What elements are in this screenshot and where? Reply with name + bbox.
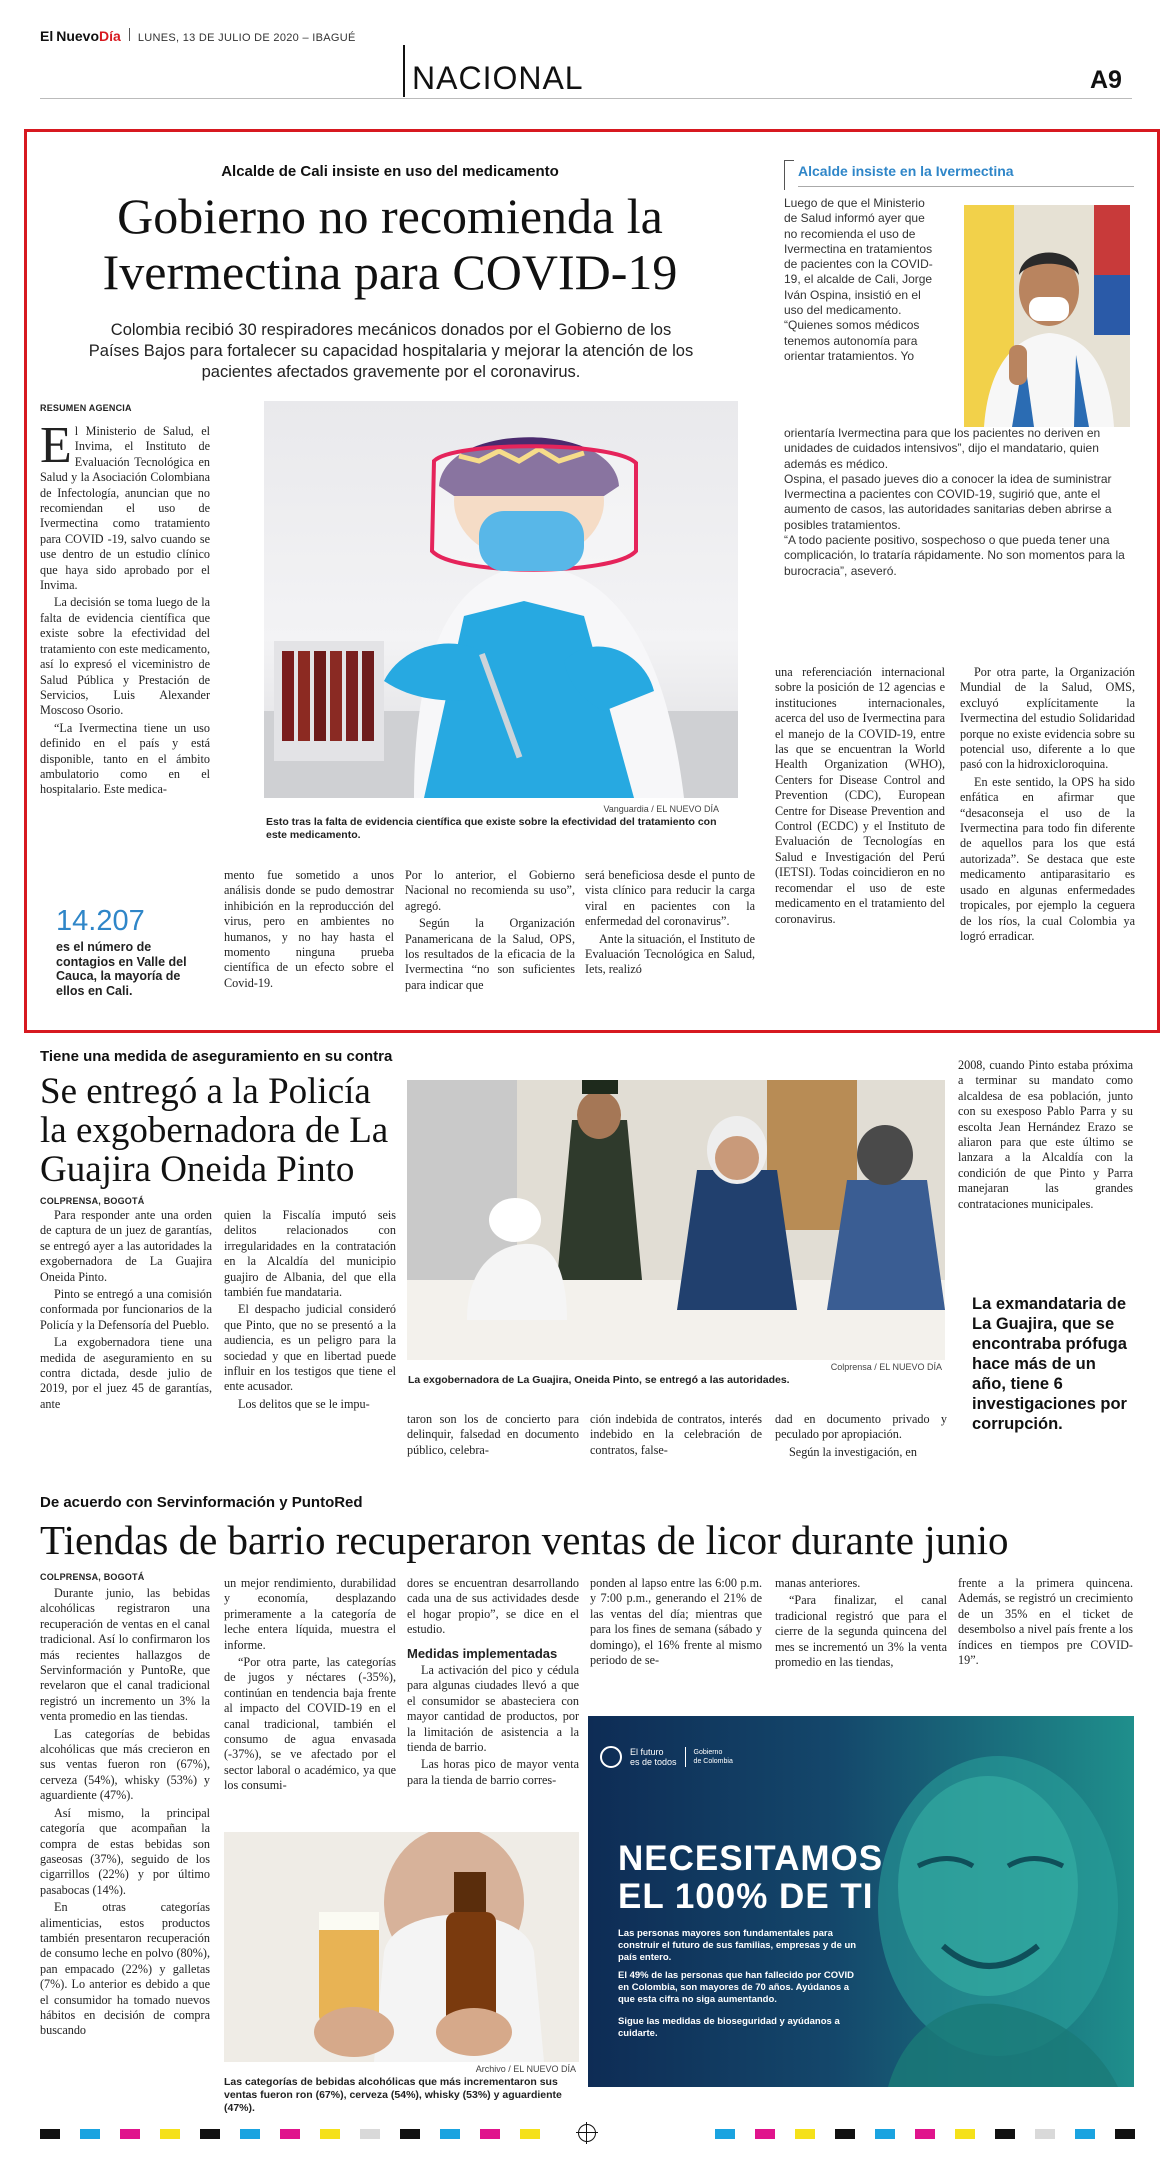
lab-photo xyxy=(264,401,738,798)
ad-logo-divider xyxy=(685,1747,686,1767)
article3-column5 xyxy=(775,1576,947,1670)
article1-byline: RESUMEN AGENCIA xyxy=(40,403,132,413)
mayor-photo xyxy=(964,205,1130,427)
section-name: NACIONAL xyxy=(412,60,584,96)
article3-photo-credit: Archivo / EL NUEVO DÍA xyxy=(475,2064,576,2074)
article2-col1-p2: Pinto se entregó a una comisión conformada por funcionarios de la Policía y la Defensoría del Pueblo. xyxy=(40,1287,212,1332)
ad-headline-1: NECESITAMOS xyxy=(618,1839,884,1878)
article2-column5 xyxy=(775,1412,947,1460)
article2-col1-p1: Para responder ante una orden de captura de un juez de garantías, se entregó ayer a las autoridades la exgobernadora de La Guajira Oneida Pinto. xyxy=(40,1208,212,1284)
header-underline xyxy=(40,98,1132,99)
dropcap: E xyxy=(40,417,72,474)
registration-bar-left xyxy=(40,2129,540,2139)
lab-illustration xyxy=(264,401,738,798)
elderly-woman-illustration xyxy=(848,1716,1134,2087)
article2-column1 xyxy=(40,1208,212,1412)
registration-bar-right xyxy=(715,2129,1135,2139)
article2-col3-p1: taron son los de concierto para delinquir, falsedad en documento público, celebra- xyxy=(407,1412,579,1457)
article2-col2-p2: El despacho judicial consideró que Pinto, que no se presentó a la audiencia, es un peligro para la sociedad y que en libertad puede influir en los testigos que tiene el ente acusador. xyxy=(224,1302,396,1394)
article3-column4 xyxy=(590,1576,762,1668)
sidebar-bracket xyxy=(784,160,794,190)
article1-col4-p1: será beneficiosa desde el punto de vista clínico para reducir la carga viral en pacientes con la enfermedad del coronavirus”. xyxy=(585,868,755,929)
article3-col1-p4: En otras categorías alimenticias, estos productos también presentaron recuperación de consumo leche en polvo (80%), pan empacado (22%) y galletas (7%). Lo anterior es debido a que el consumidor ha tomado nuevos hábitos en decisión de compra buscando xyxy=(40,1900,210,2038)
article3-col1-p1: Durante junio, las bebidas alcohólicas registraron una recuperación de ventas en el canal tradicional. Así lo confirmaron los más recientes hallazgos de Servinformación y PuntoRe, que revelaron que el canal tradicional registró un incremento un 3% la venta promedio en las tiendas. xyxy=(40,1586,210,1724)
article1-col3-p2: Según la Organización Panamericana de la Salud, OPS, los resultados de la eficacia de la Ivermectina “no son suficientes para indicar que xyxy=(405,916,575,992)
header-date: LUNES, 13 DE JULIO DE 2020 – IBAGUÉ xyxy=(137,32,356,44)
article2-col5-p2: Según la investigación, en xyxy=(789,1444,917,1459)
logo-el: El xyxy=(40,28,54,44)
beer-illustration xyxy=(224,1832,579,2062)
article1-photo-caption: Esto tras la falta de evidencia científica que existe sobre la efectividad del tratamiento con este medicamento. xyxy=(266,816,717,841)
article1-col1-p2: La decisión se toma luego de la falta de evidencia científica que existe sobre la efectividad del tratamiento con este medicamento, así lo expresó el viceministro de Salud Pública y Prestación de Servicios, Luis Alexander Moscoso Osorio. xyxy=(40,595,210,718)
article3-column6 xyxy=(958,1576,1133,1668)
ad-gov-line1: Gobierno xyxy=(693,1749,723,1756)
ad-logo-line1: El futuro xyxy=(630,1747,664,1757)
article1-column6 xyxy=(960,665,1135,944)
article3-col1-p2: Las categorías de bebidas alcohólicas que más crecieron en sus ventas fueron ron (67%), cerveza (54%), whisky (53%) y aguardiente (47%). xyxy=(40,1726,210,1803)
article2-kicker: Tiene una medida de aseguramiento en su contra xyxy=(40,1048,393,1065)
article3-column2 xyxy=(224,1576,396,1794)
section-rule xyxy=(403,45,405,97)
article1-col6-p1: Por otra parte, la Organización Mundial de la Salud, OMS, excluyó explícitamente la Ivermectina del estudio Solidaridad porque no existe evidencia sobre su potencial uso, diferente a lo que pasó con la hidroxicloroquina. xyxy=(960,665,1135,772)
page-number: A9 xyxy=(1090,66,1122,94)
article1-column5 xyxy=(775,665,945,927)
article2-column2 xyxy=(224,1208,396,1412)
article2-col5-p1: dad en documento privado y peculado por apropiación. xyxy=(775,1412,947,1442)
article1-col1-p1: l Ministerio de Salud, el Invima, el Instituto de Evaluación Tecnológica en Salud y la Asociación Colombiana de Infectología, anuncian que no recomiendan el uso de Ivermectina como tratamiento para COVID -19, salvo cuando se use dentro de un estudio clínico que haya sido aprobado por el Invima. xyxy=(40,424,210,593)
article3-col6-p1: frente a la primera quincena. Además, se registró un crecimiento de un 35% en el ticket de desembolso a nivel país frente a los índices en tiempos pre COVID-19”. xyxy=(958,1576,1133,1668)
sidebar-text-full xyxy=(784,426,1134,579)
article1-headline: Gobierno no recomienda la Ivermectina para COVID-19 xyxy=(102,188,678,300)
sidebar-p1: orientaría Ivermectina para que los pacientes no deriven en unidades de cuidados intensivos”, dijo el mandatario, quien además es médico. xyxy=(784,426,1101,471)
logo-dia: Día xyxy=(99,28,121,44)
sidebar-intro: Luego de que el Ministerio de Salud informó ayer que no recomienda el uso de Ivermectina en tratamientos de pacientes con la COVID-19, el alcalde de Cali, Jorge Iván Ospina, insistió en el uso del medicamento. xyxy=(784,196,933,318)
covid-ad xyxy=(588,1716,1134,2087)
colombia-seal-icon xyxy=(600,1746,622,1768)
article2-column3 xyxy=(407,1412,579,1458)
ad-logo-line2: es de todos xyxy=(630,1757,677,1767)
article1-col5-p1: una referenciación internacional sobre la posición de 12 agencias e instituciones internacionales, acerca del uso de Ivermectina para el manejo de la COVID-19, entre las que se encuentran la World Health Organization (WHO), Centers for Disease Control and Prevention (CDC), European Centre for Disease Prevention and Control (ECDC) y el Instituto de Evaluación de Tecnologías en Salud e Investigación del Perú (IETSI). Todas coincidieron en no recomendar el uso de este medicamento en el tratamiento del coronavirus. xyxy=(775,665,945,926)
article1-column3 xyxy=(405,868,575,993)
article1-photo-credit: Vanguardia / EL NUEVO DÍA xyxy=(603,804,719,814)
article3-col4-p1: ponden al lapso entre las 6:00 p.m. y 7:00 p.m., generando el 21% de las ventas del día; mientras que para los fines de semana (sábado y domingo), el 16% frente al mismo periodo de se- xyxy=(590,1576,762,1668)
beer-photo xyxy=(224,1832,579,2062)
article3-col3-p1: dores se encuentran desarrollando cada una de sus actividades desde el hogar propio”, se dice en el estudio. xyxy=(407,1576,579,1637)
article1-col6-p2: En este sentido, la OPS ha sido enfática en afirmar que “desaconseja el uso de la Ivermectina para todo fin diferente de aquellos para los que está autorizada”. Se destaca que este medicamento antiparasitario es usado en algunas enfermedades tropicales, por ejemplo la ceguera de los ríos, la cual Colombia ya logró erradicar. xyxy=(960,774,1135,943)
sidebar-title-rule xyxy=(798,186,1134,187)
article1-col1-p3: “La Ivermectina tiene un uso definido en el país y está disponible, tanto en el ámbito ambulatorio como en el hospitalario. Este medica- xyxy=(40,720,210,797)
logo-nuevo: Nuevo xyxy=(56,28,100,44)
sidebar-text-top xyxy=(784,196,934,364)
stat-number: 14.207 xyxy=(56,905,145,937)
article3-col5-p1: manas anteriores. xyxy=(775,1576,861,1590)
sidebar-title: Alcalde insiste en la Ivermectina xyxy=(798,163,1014,179)
article2-col4-p1: ción indebida de contratos, interés indebido en la celebración de contratos, false- xyxy=(590,1412,762,1457)
stat-text: es el número de contagios en Valle del Cauca, la mayoría de ellos en Cali. xyxy=(56,940,187,998)
article3-col1-p3: Así mismo, la principal categoría que acompañan la compra de estas bebidas son gaseosas (37%), seguido de los cigarrillos (22%) y por último pasabocas (14%). xyxy=(40,1805,210,1897)
article2-col1-p3: La exgobernadora tiene una medida de aseguramiento en su contra dictada, desde julio de 2019, por el juez 45 de garantías, ante xyxy=(40,1335,212,1411)
article3-col3-p3: Las horas pico de mayor venta para la tienda de barrio corres- xyxy=(407,1757,579,1787)
article2-photo-caption: La exgobernadora de La Guajira, Oneida Pinto, se entregó a las autoridades. xyxy=(408,1374,790,1386)
article3-kicker: De acuerdo con Servinformación y PuntoRed xyxy=(40,1494,363,1511)
article2-headline: Se entregó a la Policía la exgobernadora de La Guajira Oneida Pinto xyxy=(40,1071,389,1190)
ad-logo-text xyxy=(630,1747,677,1767)
article3-byline: COLPRENSA, BOGOTÁ xyxy=(40,1572,145,1582)
ad-logo-block xyxy=(600,1746,733,1768)
article3-col3-p2: La activación del pico y cédula para algunas ciudades llevó a que el consumidor se abasteciera con mayor cantidad de productos, por la limitación de asistencia a la tienda de barrio. xyxy=(407,1663,579,1755)
article1-col2-p1: mento fue sometido a unos análisis donde se pudo demostrar inhibición en la reproducción del virus, pero en ambientes no humanos, y no hay hasta el momento ninguna prueba científica de un efecto sobre el Covid-19. xyxy=(224,868,394,990)
ad-headline-2: EL 100% DE TI xyxy=(618,1877,874,1916)
article1-col4-p2: Ante la situación, el Instituto de Evaluación Tecnológica en Salud, Iets, realizó xyxy=(585,931,755,977)
article3-column1 xyxy=(40,1586,210,2039)
sidebar-p2: Ospina, el pasado jueves dio a conocer la idea de suministrar Ivermectina a pacientes con COVID-19, sugirió que, ante el aumento de casos, las autoridades sanitarias deben abrirse a posibles tratamientos. xyxy=(784,471,1112,532)
arrest-illustration xyxy=(407,1080,945,1360)
article2-column6 xyxy=(958,1058,1133,1212)
article3-photo-caption: Las categorías de bebidas alcohólicas que más incrementaron sus ventas fueron ron (67%), cerveza (54%), whisky (53%) y aguardiente (47%). xyxy=(224,2076,562,2114)
article1-kicker: Alcalde de Cali insiste en uso del medicamento xyxy=(221,163,559,180)
article2-col2-p3: Los delitos que se le impu- xyxy=(238,1396,370,1411)
ad-paragraph-1: Las personas mayores son fundamentales para construir el futuro de sus familias, empresas y de un país entero. xyxy=(618,1928,857,1963)
article3-column3 xyxy=(407,1576,579,1788)
ad-paragraph-2: El 49% de las personas que han fallecido por COVID en Colombia, son mayores de 70 años. Ayúdanos a que esta cifra no siga aumentando. xyxy=(618,1970,854,2005)
article2-col2-p1: quien la Fiscalía imputó seis delitos relacionados con irregularidades en la contratación en la Alcaldía del municipio guajiro de Albania, del que ella también fue mandataria. xyxy=(224,1208,396,1300)
article1-deck: Colombia recibió 30 respiradores mecánicos donados por el Gobierno de los Países Bajos para fortalecer su capacidad hospitalaria y mejorar la atención de los pacientes afectados gravemente por el coronavirus. xyxy=(88,321,694,381)
article1-column1 xyxy=(40,417,210,798)
article3-headline: Tiendas de barrio recuperaron ventas de licor durante junio xyxy=(40,1517,1009,1563)
article3-subhead: Medidas implementadas xyxy=(407,1645,558,1661)
article3-col2-p2: “Por otra parte, las categorías de jugos y néctares (-35%), continúan en tendencia baja frente al impacto del COVID-19 en el canal tradicional, también el consumo de agua envasada (-37%), se ve afectado por el sector laboral o académico, ya que los consumi- xyxy=(224,1655,396,1793)
article2-photo-credit: Colprensa / EL NUEVO DÍA xyxy=(830,1362,942,1372)
article3-col2-p1: un mejor rendimiento, durabilidad y economía, desplazando primeramente a la categoría de leche entera líquida, muestra el informe. xyxy=(224,1576,396,1652)
ad-gov-text xyxy=(694,1748,733,1766)
ad-gov-line2: de Colombia xyxy=(693,1758,733,1765)
arrest-photo xyxy=(407,1080,945,1360)
sidebar-quote-start: “Quienes somos médicos tenemos autonomía para orientar tratamientos. Yo xyxy=(784,318,920,363)
article3-col5-p2: “Para finalizar, el canal tradicional registró que para el cierre de la segunda quincena del mes se incrementó un 3% la venta promedio en las tiendas, xyxy=(775,1593,947,1670)
article2-pullquote: La exmandataria de La Guajira, que se encontraba prófuga hace más de un año, tiene 6 investigaciones por corrupción. xyxy=(972,1295,1127,1433)
article2-col6-p1: 2008, cuando Pinto estaba próxima a terminar su mandato como alcaldesa de esa población, junto con su exesposo Pablo Parra y su escolta Jean Hernández Erazo se aliaron para que este último se lanzara a la Alcaldía con la condición de que Pinto y Parra manejaran las grandes contrataciones municipales. xyxy=(958,1058,1133,1211)
article2-byline: COLPRENSA, BOGOTÁ xyxy=(40,1196,145,1206)
article1-column4 xyxy=(585,868,755,978)
article1-col3-p1: Por lo anterior, el Gobierno Nacional no recomienda su uso”, agregó. xyxy=(405,868,575,913)
ad-paragraph-3: Sigue las medidas de bioseguridad y ayúdanos a cuidarte. xyxy=(618,2016,840,2039)
header-divider xyxy=(129,28,130,41)
sidebar-p3: “A todo paciente positivo, sospechoso o que pueda tener una complicación, lo trataría rápidamente. No son momentos para la burocracia”, aseveró. xyxy=(784,533,1125,578)
mayor-illustration xyxy=(964,205,1130,427)
article2-column4 xyxy=(590,1412,762,1458)
article1-column2 xyxy=(224,868,394,991)
masthead xyxy=(40,28,356,48)
registration-mark-icon xyxy=(578,2124,596,2142)
